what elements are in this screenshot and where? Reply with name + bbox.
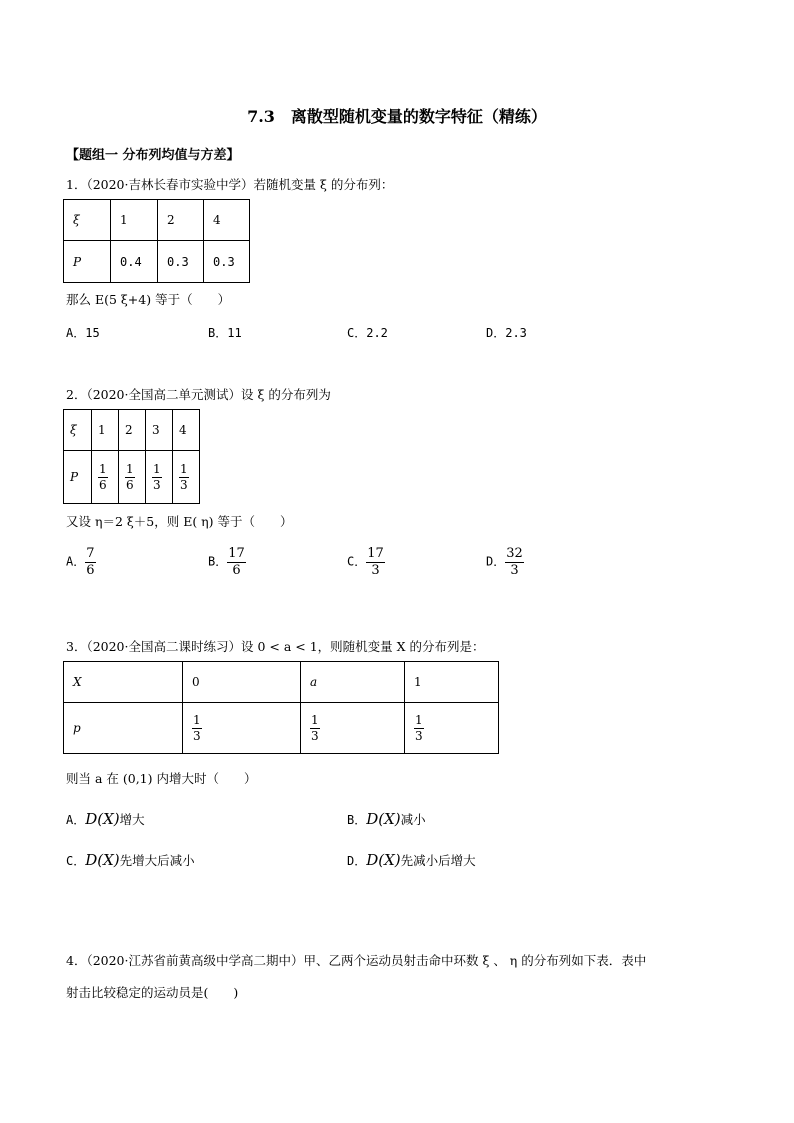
table-cell (183, 703, 301, 754)
question-2-ask: 又设 η＝2 ξ＋5，则 E( η) 等于（ ） (66, 514, 293, 529)
table-cell: ξ (64, 410, 92, 451)
fraction: $\frac{1}{6}$ (99, 461, 107, 492)
option-c: C．D(X)先增大后减小 (66, 851, 195, 869)
question-1-table (63, 199, 250, 283)
fraction: $\frac{1}{3}$ (193, 712, 201, 743)
table-cell (146, 451, 173, 504)
fraction: $\frac{1}{3}$ (180, 461, 188, 492)
option-d: D．D(X)先减小后增大 (347, 851, 476, 869)
table-row (64, 200, 250, 241)
option-c: C． $\frac{17}{3}$ (347, 546, 384, 578)
table-cell: a (301, 662, 405, 703)
table-cell: p (64, 703, 183, 754)
question-4-line-1: 4．（2020·江苏省前黄高级中学高二期中）甲、乙两个运动员射击命中环数 ξ 、 η 的分布列如下表．表中 (66, 953, 647, 968)
section-heading: 【题组一 分布列均值与方差】 (66, 148, 240, 163)
question-2-table (63, 409, 200, 504)
option-d: D．2.3 (486, 326, 527, 340)
option-b: B．11 (208, 326, 242, 340)
question-2-stem: 2．（2020·全国高二单元测试）设 ξ 的分布列为 (66, 387, 331, 402)
table-cell: X (64, 662, 183, 703)
table-cell (92, 451, 119, 504)
table-cell: P (64, 451, 92, 504)
table-cell: 0 (183, 662, 301, 703)
table-cell: 0.3 (204, 241, 250, 283)
question-1-ask: 那么 E(5 ξ+4) 等于（ ） (66, 292, 231, 307)
question-3-table (63, 661, 499, 754)
table-row (64, 703, 499, 754)
fraction: $\frac{32}{3}$ (506, 546, 523, 578)
table-cell: 3 (146, 410, 173, 451)
table-cell (119, 451, 146, 504)
table-row (64, 662, 499, 703)
fraction: $\frac{1}{3}$ (153, 461, 161, 492)
table-cell: P (64, 241, 111, 283)
option-d: D． $\frac{32}{3}$ (486, 546, 523, 578)
table-cell: 0.3 (158, 241, 204, 283)
question-1-stem: 1．（2020·吉林长春市实验中学）若随机变量 ξ 的分布列： (66, 177, 394, 192)
option-c: C．2.2 (347, 326, 388, 340)
table-cell: 2 (119, 410, 146, 451)
table-cell: 1 (405, 662, 499, 703)
question-3-stem: 3．（2020·全国高二课时练习）设 0 < a < 1，则随机变量 X 的分布列是： (66, 639, 485, 654)
option-b: B． $\frac{17}{6}$ (208, 546, 245, 578)
table-cell: 4 (173, 410, 200, 451)
table-row (64, 410, 200, 451)
table-cell (173, 451, 200, 504)
page-title: 7.3 离散型随机变量的数字特征（精练） (247, 107, 547, 126)
fraction: $\frac{1}{3}$ (415, 712, 423, 743)
fraction: $\frac{17}{3}$ (367, 546, 384, 578)
table-cell (301, 703, 405, 754)
option-a: A．D(X)增大 (66, 810, 145, 828)
question-3-ask: 则当 a 在 (0,1) 内增大时（ ） (66, 771, 257, 786)
table-cell: 4 (204, 200, 250, 241)
fraction: $\frac{1}{6}$ (126, 461, 134, 492)
question-4-line-2: 射击比较稳定的运动员是( ) (66, 985, 239, 1000)
fraction: $\frac{7}{6}$ (86, 546, 95, 578)
table-row (64, 241, 250, 283)
fraction: $\frac{17}{6}$ (228, 546, 245, 578)
table-row (64, 451, 200, 504)
table-cell (405, 703, 499, 754)
option-a: A． $\frac{7}{6}$ (66, 546, 95, 578)
option-b: B．D(X)减小 (347, 810, 426, 828)
table-cell: 1 (92, 410, 119, 451)
table-cell: ξ (64, 200, 111, 241)
fraction: $\frac{1}{3}$ (311, 712, 319, 743)
option-a: A．15 (66, 326, 100, 340)
table-cell: 2 (158, 200, 204, 241)
table-cell: 1 (111, 200, 158, 241)
table-cell: 0.4 (111, 241, 158, 283)
